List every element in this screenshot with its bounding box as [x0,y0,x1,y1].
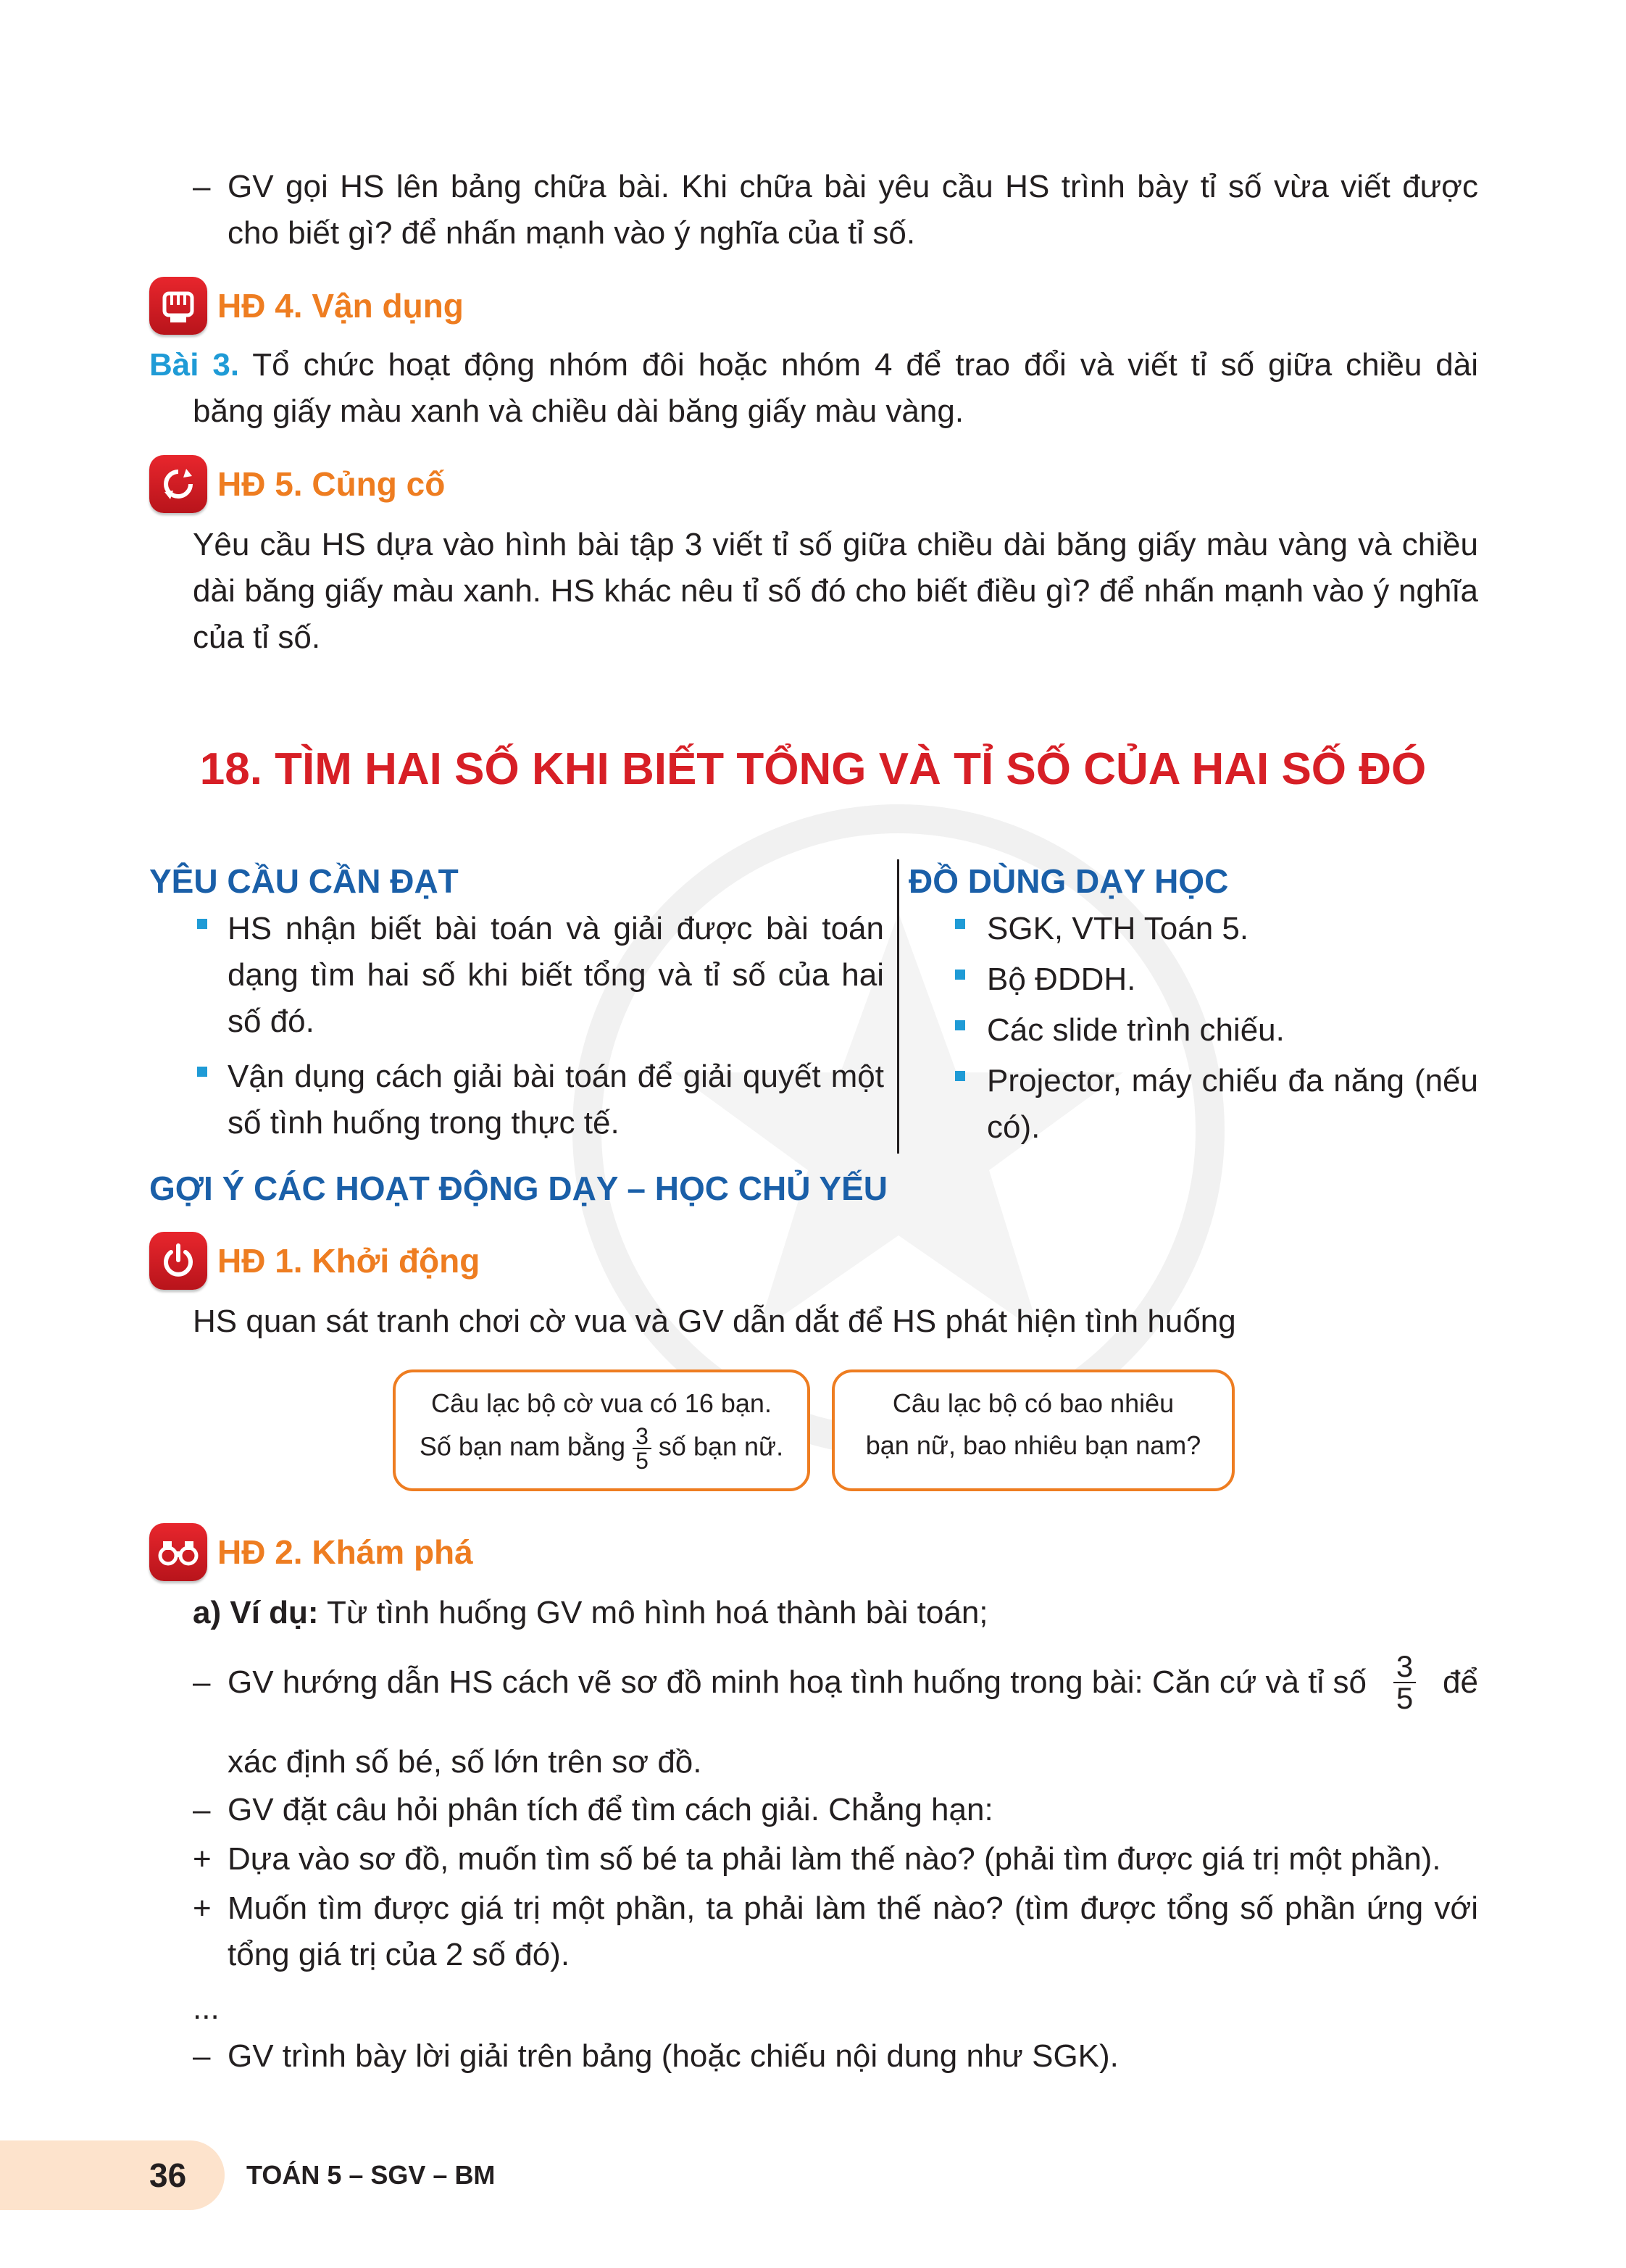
intro-line-2: cho biết gì? để nhấn mạnh vào ý nghĩa của tỉ số. [228,215,916,251]
hd4-title: HĐ 4. Vận dụng [217,287,464,325]
bubble-right-line-2: bạn nữ, bao nhiêu bạn nam? [865,1430,1201,1460]
bai-label: Bài 3. [149,347,240,383]
fraction-denominator: 5 [635,1448,649,1474]
dash-marker: – [193,1792,211,1827]
dash-marker: – [193,1664,211,1700]
hd2-title: HĐ 2. Khám phá [217,1533,473,1571]
example-text: Từ tình huống GV mô hình hoá thành bài toán; [327,1595,988,1630]
hd1-title: HĐ 1. Khởi động [217,1242,480,1280]
gv-guide-post: để [1443,1664,1478,1700]
lesson-title: 18. TÌM HAI SỐ KHI BIẾT TỔNG VÀ TỈ SỐ CỦA HAI SỐ ĐÓ [199,744,1427,794]
material-item-2: Bộ ĐDDH. [987,962,1136,997]
plus-marker: + [193,1841,212,1877]
fraction-numerator: 3 [1393,1651,1416,1683]
page-number: 36 [149,2156,187,2194]
footer-book-title: TOÁN 5 – SGV – BM [246,2160,496,2190]
material-item-1: SGK, VTH Toán 5. [987,911,1249,946]
gv-guide-line-2: xác định số bé, số lớn trên sơ đồ. [228,1744,702,1780]
requirement-item-2: Vận dụng cách giải bài toán để giải quyết một số tình huống trong thực tế. [228,1059,884,1141]
speech-bubble-left [393,1369,810,1491]
bubble-right-line-1: Câu lạc bộ có bao nhiêu [892,1388,1175,1418]
hd5-header [149,456,445,512]
requirement-item-1: HS nhận biết bài toán và giải được bài toán dạng tìm hai số khi biết tổng và tỉ số của hai số đó. [228,911,884,1039]
bubble-left-line-1: Câu lạc bộ cờ vua có 16 bạn. [431,1388,772,1418]
intro-line-1: GV gọi HS lên bảng chữa bài. Khi chữa bài yêu cầu HS trình bày tỉ số vừa viết được [228,169,1478,204]
bubble-left-post: số bạn nữ. [658,1431,784,1462]
fraction-three-fifths [1393,1651,1416,1714]
bullet-square-icon [955,1071,965,1081]
bullet-square-icon [197,1067,207,1077]
dash-marker: – [193,2038,211,2074]
hd4-header [149,278,464,333]
material-item-3: Các slide trình chiếu. [987,1012,1285,1048]
bubble-left-pre: Số bạn nam bằng [419,1431,626,1462]
hd5-title: HĐ 5. Củng cố [217,465,446,503]
speech-bubble-right [832,1369,1235,1491]
hd1-text: HS quan sát tranh chơi cờ vua và GV dẫn dắt để HS phát hiện tình huống [193,1304,1236,1339]
plus-marker: + [193,1890,212,1926]
footer-page-tab [0,2140,225,2210]
materials-heading: ĐỒ DÙNG DẠY HỌC [909,862,1229,900]
column-divider [897,859,899,1154]
binoculars-icon [149,1523,207,1581]
fraction-denominator: 5 [1396,1681,1414,1715]
hd5-text: Yêu cầu HS dựa vào hình bài tập 3 viết tỉ số giữa chiều dài băng giấy màu vàng và chiều dài băng giấy màu xanh. HS khác nêu tỉ số đó cho biết điều gì? để nhấn mạnh vào ý nghĩa của tỉ số. [193,527,1478,655]
requirements-heading: YÊU CẦU CẦN ĐẠT [149,862,459,900]
fraction-three-fifths [633,1425,651,1472]
hd4-line-1 [149,342,1478,388]
gv-question-line: GV đặt câu hỏi phân tích để tìm cách giải. Chẳng hạn: [228,1792,993,1827]
gv-guide-pre: GV hướng dẫn HS cách vẽ sơ đồ minh hoạ tình huống trong bài: Căn cứ và tỉ số [228,1664,1367,1700]
bullet-square-icon [197,919,207,929]
gv-present-line: GV trình bày lời giải trên bảng (hoặc chiếu nội dung như SGK). [228,2038,1119,2074]
bullet-square-icon [955,1020,965,1030]
bubble-left-line-2 [396,1425,807,1472]
hd4-line-2: băng giấy màu xanh và chiều dài băng giấy màu vàng. [193,393,964,429]
hd4-text-1: Tổ chức hoạt động nhóm đôi hoặc nhóm 4 để trao đổi và viết tỉ số giữa chiều dài [252,347,1479,383]
example-line [193,1590,1478,1636]
bullet-square-icon [955,970,965,980]
material-item-4: Projector, máy chiếu đa năng (nếu có). [987,1063,1478,1145]
plus-line-1: Dựa vào sơ đồ, muốn tìm số bé ta phải làm thế nào? (phải tìm được giá trị một phần). [228,1841,1441,1877]
hd1-header [149,1233,480,1288]
gv-guide-line-1 [228,1646,1478,1719]
suggest-heading: GỢI Ý CÁC HOẠT ĐỘNG DẠY – HỌC CHỦ YẾU [149,1170,888,1207]
power-icon [149,1232,207,1290]
hd2-header [149,1525,473,1580]
bullet-square-icon [955,919,965,929]
plus-line-2: Muốn tìm được giá trị một phần, ta phải làm thế nào? (tìm được tổng số phần ứng với tổng giá trị của 2 số đó). [228,1890,1478,1972]
fist-icon [149,277,207,335]
refresh-icon [149,455,207,513]
example-label: a) Ví dụ: [193,1595,319,1630]
fraction-numerator: 3 [633,1425,651,1449]
ellipsis: ... [193,1990,220,2026]
dash-marker: – [193,169,211,204]
